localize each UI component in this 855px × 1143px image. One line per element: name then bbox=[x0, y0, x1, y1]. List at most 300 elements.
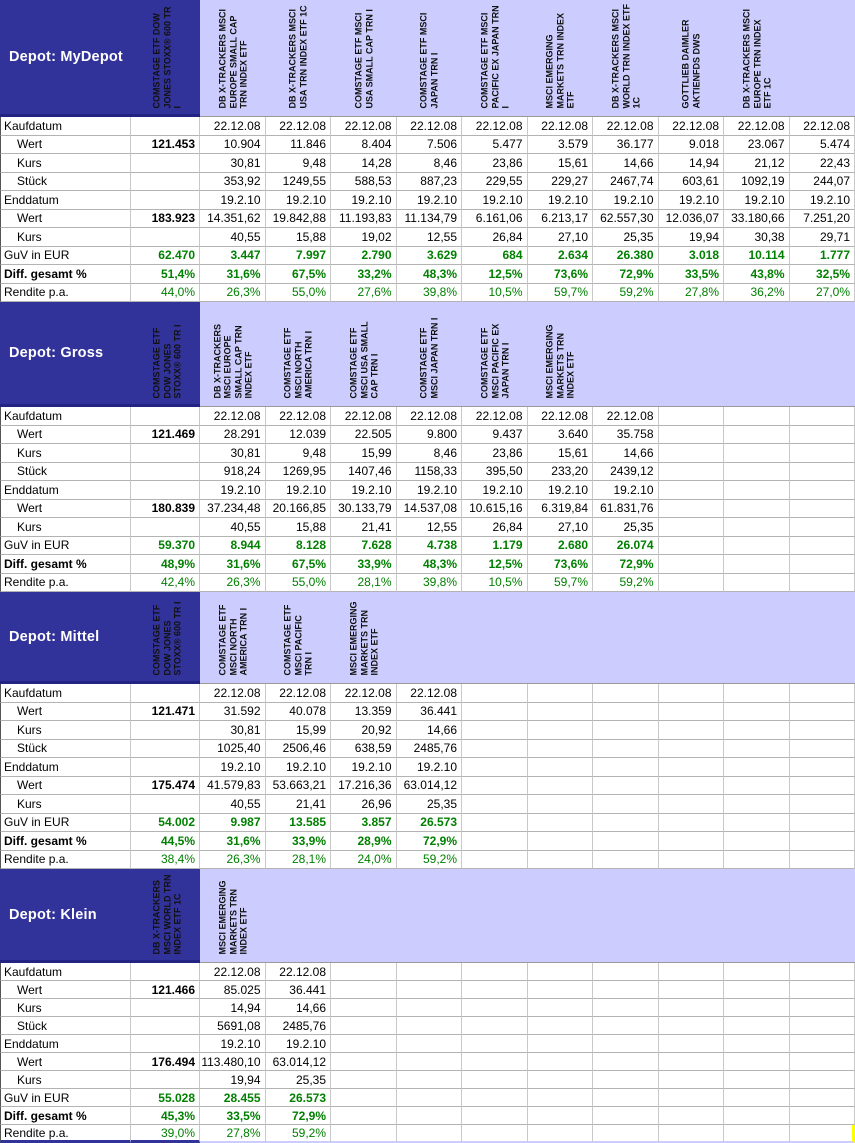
value-cell[interactable] bbox=[331, 1089, 397, 1107]
value-cell[interactable] bbox=[462, 963, 528, 981]
row-label-cell[interactable]: Kurs bbox=[0, 444, 131, 463]
value-cell[interactable] bbox=[462, 1089, 528, 1107]
value-cell[interactable]: 12.039 bbox=[266, 426, 332, 445]
value-cell[interactable]: 229,55 bbox=[462, 173, 528, 192]
value-cell[interactable] bbox=[331, 981, 397, 999]
value-cell[interactable]: 31,6% bbox=[200, 265, 266, 284]
row-label-cell[interactable]: Kurs bbox=[0, 228, 131, 247]
value-cell[interactable] bbox=[659, 555, 725, 574]
value-cell[interactable]: 1158,33 bbox=[397, 463, 463, 482]
value-cell[interactable]: 8.944 bbox=[200, 537, 266, 556]
depot-total-cell[interactable] bbox=[131, 228, 200, 247]
value-cell[interactable]: 19.2.10 bbox=[593, 191, 659, 210]
value-cell[interactable] bbox=[790, 999, 855, 1017]
value-cell[interactable]: 22.12.08 bbox=[266, 963, 332, 981]
value-cell[interactable] bbox=[790, 832, 855, 851]
value-cell[interactable]: 63.014,12 bbox=[266, 1053, 332, 1071]
value-cell[interactable] bbox=[528, 795, 594, 814]
value-cell[interactable]: 14,28 bbox=[331, 154, 397, 173]
value-cell[interactable]: 72,9% bbox=[397, 832, 463, 851]
value-cell[interactable]: 684 bbox=[462, 247, 528, 266]
value-cell[interactable] bbox=[724, 777, 790, 796]
value-cell[interactable]: 26.380 bbox=[593, 247, 659, 266]
depot-total-cell[interactable]: 175.474 bbox=[131, 777, 200, 796]
value-cell[interactable] bbox=[528, 1071, 594, 1089]
value-cell[interactable]: 19.2.10 bbox=[200, 1035, 266, 1053]
value-cell[interactable]: 9.437 bbox=[462, 426, 528, 445]
row-label-cell[interactable]: Kurs bbox=[0, 518, 131, 537]
value-cell[interactable] bbox=[724, 1125, 790, 1143]
value-cell[interactable]: 36.177 bbox=[593, 136, 659, 155]
value-cell[interactable] bbox=[724, 814, 790, 833]
row-label-cell[interactable]: Kurs bbox=[0, 795, 131, 814]
value-cell[interactable]: 395,50 bbox=[462, 463, 528, 482]
depot-total-cell[interactable] bbox=[131, 684, 200, 703]
value-cell[interactable] bbox=[462, 814, 528, 833]
depot-total-cell[interactable]: 44,0% bbox=[131, 284, 200, 303]
value-cell[interactable]: 12,5% bbox=[462, 265, 528, 284]
row-label-cell[interactable]: Wert bbox=[0, 210, 131, 229]
value-cell[interactable]: 30,38 bbox=[724, 228, 790, 247]
depot-total-cell[interactable]: 183.923 bbox=[131, 210, 200, 229]
value-cell[interactable]: 11.134,79 bbox=[397, 210, 463, 229]
value-cell[interactable] bbox=[528, 777, 594, 796]
value-cell[interactable]: 10,5% bbox=[462, 574, 528, 593]
depot-total-cell[interactable] bbox=[131, 758, 200, 777]
value-cell[interactable]: 5.474 bbox=[790, 136, 855, 155]
value-cell[interactable] bbox=[331, 999, 397, 1017]
value-cell[interactable]: 1269,95 bbox=[266, 463, 332, 482]
value-cell[interactable]: 19.2.10 bbox=[397, 758, 463, 777]
value-cell[interactable]: 9.987 bbox=[200, 814, 266, 833]
value-cell[interactable]: 19.2.10 bbox=[331, 481, 397, 500]
value-cell[interactable] bbox=[790, 426, 855, 445]
value-cell[interactable] bbox=[593, 851, 659, 870]
value-cell[interactable]: 14.351,62 bbox=[200, 210, 266, 229]
value-cell[interactable] bbox=[724, 851, 790, 870]
value-cell[interactable] bbox=[659, 426, 725, 445]
value-cell[interactable]: 9,48 bbox=[266, 444, 332, 463]
value-cell[interactable]: 3.640 bbox=[528, 426, 594, 445]
value-cell[interactable]: 25,35 bbox=[593, 518, 659, 537]
value-cell[interactable]: 918,24 bbox=[200, 463, 266, 482]
value-cell[interactable]: 31,6% bbox=[200, 832, 266, 851]
value-cell[interactable]: 10.904 bbox=[200, 136, 266, 155]
value-cell[interactable] bbox=[593, 981, 659, 999]
depot-total-cell[interactable] bbox=[131, 1035, 200, 1053]
value-cell[interactable]: 10.114 bbox=[724, 247, 790, 266]
value-cell[interactable]: 13.585 bbox=[266, 814, 332, 833]
value-cell[interactable] bbox=[462, 1071, 528, 1089]
value-cell[interactable]: 28,9% bbox=[331, 832, 397, 851]
value-cell[interactable]: 27,0% bbox=[790, 284, 855, 303]
value-cell[interactable] bbox=[659, 1035, 725, 1053]
value-cell[interactable]: 2506,46 bbox=[266, 740, 332, 759]
value-cell[interactable] bbox=[659, 463, 725, 482]
value-cell[interactable] bbox=[790, 481, 855, 500]
value-cell[interactable] bbox=[593, 777, 659, 796]
value-cell[interactable]: 73,6% bbox=[528, 265, 594, 284]
value-cell[interactable]: 25,35 bbox=[397, 795, 463, 814]
value-cell[interactable] bbox=[790, 795, 855, 814]
row-label-cell[interactable]: Rendite p.a. bbox=[0, 1125, 131, 1143]
row-label-cell[interactable]: Stück bbox=[0, 740, 131, 759]
value-cell[interactable]: 22.12.08 bbox=[528, 407, 594, 426]
value-cell[interactable] bbox=[462, 684, 528, 703]
value-cell[interactable]: 7.251,20 bbox=[790, 210, 855, 229]
value-cell[interactable]: 22.12.08 bbox=[397, 684, 463, 703]
value-cell[interactable] bbox=[724, 500, 790, 519]
value-cell[interactable] bbox=[659, 832, 725, 851]
value-cell[interactable]: 22.12.08 bbox=[266, 407, 332, 426]
value-cell[interactable]: 2467,74 bbox=[593, 173, 659, 192]
depot-total-cell[interactable] bbox=[131, 740, 200, 759]
value-cell[interactable] bbox=[397, 1071, 463, 1089]
value-cell[interactable]: 26,84 bbox=[462, 518, 528, 537]
value-cell[interactable] bbox=[790, 1017, 855, 1035]
value-cell[interactable]: 9.018 bbox=[659, 136, 725, 155]
value-cell[interactable]: 2.634 bbox=[528, 247, 594, 266]
value-cell[interactable] bbox=[659, 537, 725, 556]
value-cell[interactable] bbox=[397, 1107, 463, 1125]
value-cell[interactable]: 6.161,06 bbox=[462, 210, 528, 229]
value-cell[interactable]: 59,7% bbox=[528, 284, 594, 303]
value-cell[interactable]: 19.2.10 bbox=[659, 191, 725, 210]
value-cell[interactable]: 27,10 bbox=[528, 228, 594, 247]
value-cell[interactable]: 638,59 bbox=[331, 740, 397, 759]
value-cell[interactable]: 14,66 bbox=[593, 444, 659, 463]
value-cell[interactable]: 59,2% bbox=[593, 574, 659, 593]
row-label-cell[interactable]: Rendite p.a. bbox=[0, 284, 131, 303]
depot-total-cell[interactable]: 48,9% bbox=[131, 555, 200, 574]
value-cell[interactable]: 11.193,83 bbox=[331, 210, 397, 229]
value-cell[interactable]: 19.2.10 bbox=[724, 191, 790, 210]
depot-total-cell[interactable]: 39,0% bbox=[131, 1125, 200, 1143]
value-cell[interactable] bbox=[790, 777, 855, 796]
value-cell[interactable] bbox=[528, 832, 594, 851]
value-cell[interactable]: 588,53 bbox=[331, 173, 397, 192]
value-cell[interactable] bbox=[659, 1107, 725, 1125]
row-label-cell[interactable]: Enddatum bbox=[0, 191, 131, 210]
value-cell[interactable] bbox=[790, 814, 855, 833]
value-cell[interactable]: 229,27 bbox=[528, 173, 594, 192]
value-cell[interactable] bbox=[724, 703, 790, 722]
value-cell[interactable]: 41.579,83 bbox=[200, 777, 266, 796]
value-cell[interactable]: 27,10 bbox=[528, 518, 594, 537]
row-label-cell[interactable]: GuV in EUR bbox=[0, 537, 131, 556]
value-cell[interactable] bbox=[724, 963, 790, 981]
value-cell[interactable]: 30,81 bbox=[200, 444, 266, 463]
value-cell[interactable]: 19.2.10 bbox=[200, 758, 266, 777]
value-cell[interactable]: 22.12.08 bbox=[200, 117, 266, 136]
depot-total-cell[interactable] bbox=[131, 154, 200, 173]
row-label-cell[interactable]: Kurs bbox=[0, 721, 131, 740]
value-cell[interactable] bbox=[528, 981, 594, 999]
value-cell[interactable]: 14,66 bbox=[266, 999, 332, 1017]
depot-total-cell[interactable] bbox=[131, 481, 200, 500]
value-cell[interactable]: 31,6% bbox=[200, 555, 266, 574]
value-cell[interactable] bbox=[659, 814, 725, 833]
depot-total-cell[interactable]: 121.466 bbox=[131, 981, 200, 999]
value-cell[interactable] bbox=[790, 963, 855, 981]
value-cell[interactable]: 1.777 bbox=[790, 247, 855, 266]
depot-total-cell[interactable]: 180.839 bbox=[131, 500, 200, 519]
value-cell[interactable] bbox=[462, 1053, 528, 1071]
row-label-cell[interactable]: Wert bbox=[0, 426, 131, 445]
value-cell[interactable]: 22.12.08 bbox=[790, 117, 855, 136]
value-cell[interactable] bbox=[724, 481, 790, 500]
value-cell[interactable]: 33,2% bbox=[331, 265, 397, 284]
value-cell[interactable] bbox=[331, 1017, 397, 1035]
value-cell[interactable]: 8,46 bbox=[397, 444, 463, 463]
value-cell[interactable]: 26.573 bbox=[397, 814, 463, 833]
value-cell[interactable]: 72,9% bbox=[266, 1107, 332, 1125]
row-label-cell[interactable]: Kaufdatum bbox=[0, 963, 131, 981]
value-cell[interactable] bbox=[462, 1017, 528, 1035]
value-cell[interactable] bbox=[724, 1089, 790, 1107]
value-cell[interactable]: 8.128 bbox=[266, 537, 332, 556]
value-cell[interactable] bbox=[724, 795, 790, 814]
value-cell[interactable]: 887,23 bbox=[397, 173, 463, 192]
value-cell[interactable] bbox=[331, 1107, 397, 1125]
value-cell[interactable]: 7.628 bbox=[331, 537, 397, 556]
value-cell[interactable] bbox=[462, 703, 528, 722]
value-cell[interactable]: 22.12.08 bbox=[724, 117, 790, 136]
row-label-cell[interactable]: Enddatum bbox=[0, 758, 131, 777]
value-cell[interactable]: 29,71 bbox=[790, 228, 855, 247]
value-cell[interactable] bbox=[593, 1071, 659, 1089]
value-cell[interactable]: 53.663,21 bbox=[266, 777, 332, 796]
value-cell[interactable]: 1.179 bbox=[462, 537, 528, 556]
value-cell[interactable]: 19.2.10 bbox=[528, 191, 594, 210]
value-cell[interactable] bbox=[593, 684, 659, 703]
value-cell[interactable] bbox=[659, 1017, 725, 1035]
value-cell[interactable]: 26,3% bbox=[200, 284, 266, 303]
value-cell[interactable]: 9,48 bbox=[266, 154, 332, 173]
value-cell[interactable]: 22.12.08 bbox=[528, 117, 594, 136]
value-cell[interactable]: 33,9% bbox=[331, 555, 397, 574]
value-cell[interactable]: 26.074 bbox=[593, 537, 659, 556]
value-cell[interactable]: 15,99 bbox=[331, 444, 397, 463]
value-cell[interactable]: 23,86 bbox=[462, 444, 528, 463]
value-cell[interactable]: 37.234,48 bbox=[200, 500, 266, 519]
value-cell[interactable] bbox=[462, 1035, 528, 1053]
value-cell[interactable] bbox=[593, 1107, 659, 1125]
value-cell[interactable]: 22.12.08 bbox=[593, 407, 659, 426]
value-cell[interactable]: 28,1% bbox=[266, 851, 332, 870]
value-cell[interactable]: 30,81 bbox=[200, 721, 266, 740]
row-label-cell[interactable]: Kurs bbox=[0, 1071, 131, 1089]
value-cell[interactable] bbox=[528, 758, 594, 777]
value-cell[interactable]: 48,3% bbox=[397, 555, 463, 574]
value-cell[interactable] bbox=[724, 518, 790, 537]
value-cell[interactable]: 19.2.10 bbox=[790, 191, 855, 210]
value-cell[interactable] bbox=[724, 574, 790, 593]
value-cell[interactable]: 233,20 bbox=[528, 463, 594, 482]
value-cell[interactable] bbox=[462, 1107, 528, 1125]
value-cell[interactable]: 22.12.08 bbox=[462, 407, 528, 426]
value-cell[interactable] bbox=[528, 1107, 594, 1125]
value-cell[interactable]: 31.592 bbox=[200, 703, 266, 722]
value-cell[interactable]: 26.573 bbox=[266, 1089, 332, 1107]
value-cell[interactable]: 20,92 bbox=[331, 721, 397, 740]
value-cell[interactable] bbox=[659, 518, 725, 537]
etf-header-cell[interactable] bbox=[790, 869, 855, 963]
value-cell[interactable]: 2485,76 bbox=[266, 1017, 332, 1035]
value-cell[interactable] bbox=[331, 1035, 397, 1053]
value-cell[interactable]: 19.2.10 bbox=[200, 481, 266, 500]
value-cell[interactable]: 6.319,84 bbox=[528, 500, 594, 519]
value-cell[interactable]: 10.615,16 bbox=[462, 500, 528, 519]
row-label-cell[interactable]: Stück bbox=[0, 463, 131, 482]
value-cell[interactable] bbox=[724, 758, 790, 777]
value-cell[interactable] bbox=[724, 1053, 790, 1071]
value-cell[interactable]: 22.12.08 bbox=[266, 117, 332, 136]
value-cell[interactable]: 5691,08 bbox=[200, 1017, 266, 1035]
value-cell[interactable]: 11.846 bbox=[266, 136, 332, 155]
value-cell[interactable] bbox=[462, 758, 528, 777]
value-cell[interactable] bbox=[790, 574, 855, 593]
value-cell[interactable]: 15,88 bbox=[266, 228, 332, 247]
value-cell[interactable] bbox=[659, 777, 725, 796]
value-cell[interactable]: 25,35 bbox=[266, 1071, 332, 1089]
value-cell[interactable]: 8.404 bbox=[331, 136, 397, 155]
value-cell[interactable]: 15,61 bbox=[528, 444, 594, 463]
value-cell[interactable]: 23,86 bbox=[462, 154, 528, 173]
value-cell[interactable]: 14,66 bbox=[397, 721, 463, 740]
value-cell[interactable]: 15,99 bbox=[266, 721, 332, 740]
value-cell[interactable]: 19.2.10 bbox=[462, 481, 528, 500]
value-cell[interactable]: 27,6% bbox=[331, 284, 397, 303]
value-cell[interactable]: 55,0% bbox=[266, 574, 332, 593]
value-cell[interactable] bbox=[659, 795, 725, 814]
value-cell[interactable]: 19.2.10 bbox=[266, 481, 332, 500]
depot-total-cell[interactable]: 121.469 bbox=[131, 426, 200, 445]
value-cell[interactable]: 19.2.10 bbox=[462, 191, 528, 210]
value-cell[interactable]: 19.2.10 bbox=[266, 1035, 332, 1053]
row-label-cell[interactable]: Rendite p.a. bbox=[0, 851, 131, 870]
value-cell[interactable] bbox=[462, 795, 528, 814]
depot-total-cell[interactable]: 44,5% bbox=[131, 832, 200, 851]
value-cell[interactable]: 22.505 bbox=[331, 426, 397, 445]
value-cell[interactable]: 48,3% bbox=[397, 265, 463, 284]
value-cell[interactable] bbox=[528, 999, 594, 1017]
value-cell[interactable]: 36.441 bbox=[266, 981, 332, 999]
value-cell[interactable] bbox=[528, 721, 594, 740]
value-cell[interactable] bbox=[790, 1071, 855, 1089]
value-cell[interactable] bbox=[724, 684, 790, 703]
value-cell[interactable]: 27,8% bbox=[659, 284, 725, 303]
value-cell[interactable]: 12,55 bbox=[397, 518, 463, 537]
value-cell[interactable]: 26,3% bbox=[200, 574, 266, 593]
value-cell[interactable] bbox=[790, 1089, 855, 1107]
value-cell[interactable] bbox=[724, 832, 790, 851]
value-cell[interactable] bbox=[724, 1035, 790, 1053]
value-cell[interactable]: 5.477 bbox=[462, 136, 528, 155]
value-cell[interactable] bbox=[790, 1125, 855, 1143]
value-cell[interactable]: 30.133,79 bbox=[331, 500, 397, 519]
value-cell[interactable]: 22.12.08 bbox=[397, 117, 463, 136]
row-label-cell[interactable]: Wert bbox=[0, 703, 131, 722]
value-cell[interactable]: 19.2.10 bbox=[397, 191, 463, 210]
value-cell[interactable]: 1249,55 bbox=[266, 173, 332, 192]
value-cell[interactable] bbox=[659, 963, 725, 981]
value-cell[interactable]: 1407,46 bbox=[331, 463, 397, 482]
value-cell[interactable] bbox=[397, 1125, 463, 1143]
value-cell[interactable]: 40.078 bbox=[266, 703, 332, 722]
value-cell[interactable]: 15,88 bbox=[266, 518, 332, 537]
value-cell[interactable]: 62.557,30 bbox=[593, 210, 659, 229]
row-label-cell[interactable]: Diff. gesamt % bbox=[0, 265, 131, 284]
value-cell[interactable] bbox=[593, 740, 659, 759]
value-cell[interactable]: 3.857 bbox=[331, 814, 397, 833]
value-cell[interactable] bbox=[790, 555, 855, 574]
value-cell[interactable]: 1092,19 bbox=[724, 173, 790, 192]
value-cell[interactable]: 3.447 bbox=[200, 247, 266, 266]
value-cell[interactable]: 19,94 bbox=[200, 1071, 266, 1089]
value-cell[interactable] bbox=[724, 981, 790, 999]
etf-header-cell[interactable] bbox=[741, 0, 855, 117]
value-cell[interactable] bbox=[659, 703, 725, 722]
depot-total-cell[interactable]: 54.002 bbox=[131, 814, 200, 833]
etf-header-cell[interactable] bbox=[790, 302, 855, 407]
value-cell[interactable]: 72,9% bbox=[593, 555, 659, 574]
value-cell[interactable]: 15,61 bbox=[528, 154, 594, 173]
value-cell[interactable] bbox=[724, 537, 790, 556]
value-cell[interactable]: 22.12.08 bbox=[200, 963, 266, 981]
value-cell[interactable]: 72,9% bbox=[593, 265, 659, 284]
row-label-cell[interactable]: Kaufdatum bbox=[0, 117, 131, 136]
value-cell[interactable] bbox=[462, 721, 528, 740]
value-cell[interactable] bbox=[331, 1125, 397, 1143]
value-cell[interactable] bbox=[397, 999, 463, 1017]
value-cell[interactable]: 40,55 bbox=[200, 228, 266, 247]
value-cell[interactable]: 3.579 bbox=[528, 136, 594, 155]
row-label-cell[interactable]: Wert bbox=[0, 136, 131, 155]
value-cell[interactable] bbox=[462, 740, 528, 759]
value-cell[interactable]: 19,02 bbox=[331, 228, 397, 247]
value-cell[interactable]: 353,92 bbox=[200, 173, 266, 192]
value-cell[interactable] bbox=[593, 1053, 659, 1071]
row-label-cell[interactable]: Diff. gesamt % bbox=[0, 555, 131, 574]
value-cell[interactable]: 14.537,08 bbox=[397, 500, 463, 519]
value-cell[interactable] bbox=[593, 814, 659, 833]
value-cell[interactable]: 33,5% bbox=[659, 265, 725, 284]
value-cell[interactable]: 59,7% bbox=[528, 574, 594, 593]
value-cell[interactable]: 19.2.10 bbox=[266, 191, 332, 210]
value-cell[interactable]: 59,2% bbox=[266, 1125, 332, 1143]
value-cell[interactable]: 40,55 bbox=[200, 518, 266, 537]
row-label-cell[interactable]: Kaufdatum bbox=[0, 684, 131, 703]
value-cell[interactable] bbox=[593, 703, 659, 722]
value-cell[interactable] bbox=[790, 1107, 855, 1125]
value-cell[interactable]: 4.738 bbox=[397, 537, 463, 556]
value-cell[interactable]: 23.067 bbox=[724, 136, 790, 155]
value-cell[interactable] bbox=[593, 758, 659, 777]
value-cell[interactable] bbox=[528, 740, 594, 759]
value-cell[interactable] bbox=[659, 1053, 725, 1071]
depot-total-cell[interactable]: 121.471 bbox=[131, 703, 200, 722]
value-cell[interactable] bbox=[397, 1035, 463, 1053]
value-cell[interactable]: 2439,12 bbox=[593, 463, 659, 482]
value-cell[interactable]: 19.2.10 bbox=[397, 481, 463, 500]
value-cell[interactable]: 14,94 bbox=[200, 999, 266, 1017]
value-cell[interactable]: 10,5% bbox=[462, 284, 528, 303]
value-cell[interactable] bbox=[659, 981, 725, 999]
value-cell[interactable]: 67,5% bbox=[266, 555, 332, 574]
value-cell[interactable] bbox=[331, 1053, 397, 1071]
value-cell[interactable]: 21,41 bbox=[331, 518, 397, 537]
